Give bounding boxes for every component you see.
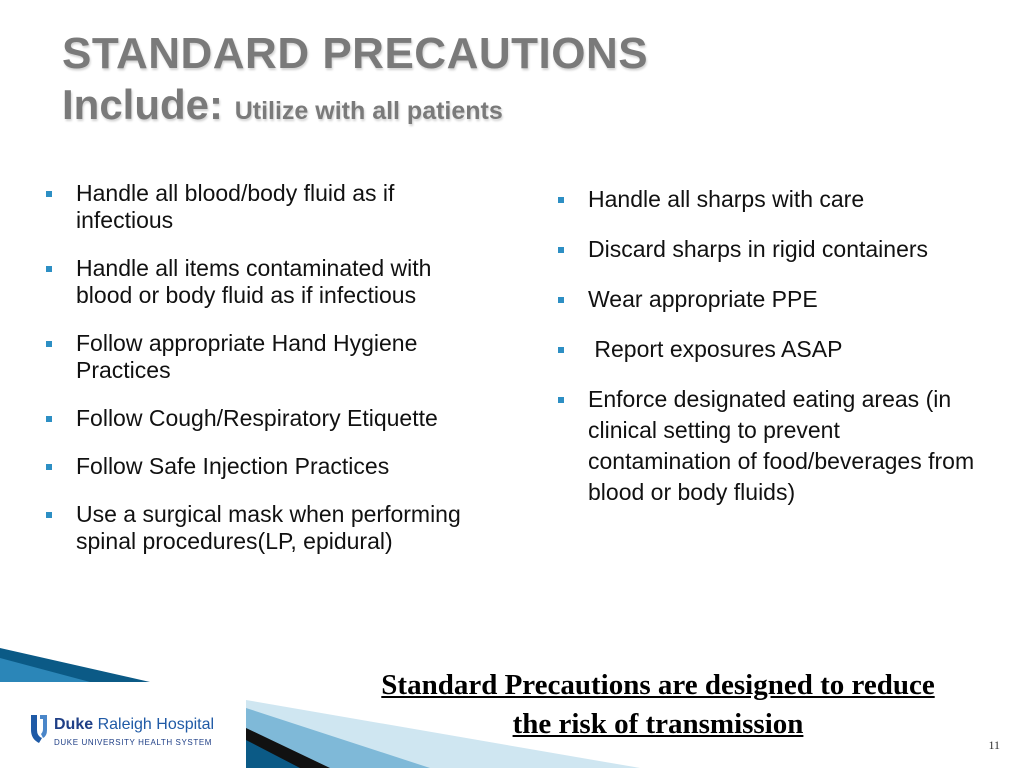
- bullet-icon: [558, 247, 564, 253]
- bullet-icon: [46, 512, 52, 518]
- list-item-text: Follow Safe Injection Practices: [76, 453, 390, 479]
- list-item-text: Follow appropriate Hand Hygiene Practices: [76, 330, 418, 383]
- list-item: [556, 284, 976, 315]
- bullet-icon: [46, 341, 52, 347]
- list-item-text: Follow Cough/Respiratory Etiquette: [76, 405, 438, 431]
- bullet-icon: [46, 464, 52, 470]
- duke-shield-icon: [30, 714, 48, 744]
- list-item: [44, 453, 484, 480]
- list-item-text: Report exposures ASAP: [588, 336, 843, 362]
- logo-name-rest: Raleigh Hospital: [93, 716, 215, 733]
- footer-note-line-2: the risk of transmission: [512, 708, 804, 740]
- title-line-1: STANDARD PRECAUTIONS: [62, 29, 649, 78]
- list-item: [556, 384, 976, 508]
- slide-title: [62, 28, 648, 136]
- logo-name: [54, 715, 214, 735]
- title-subtitle: Utilize with all patients: [234, 97, 503, 125]
- bullet-icon: [46, 266, 52, 272]
- footer-note-line-1: Standard Precautions are designed to reduce: [381, 669, 935, 701]
- left-bullet-list: [44, 180, 484, 576]
- list-item-text: Discard sharps in rigid containers: [588, 236, 929, 262]
- bullet-icon: [558, 297, 564, 303]
- list-item-text: Use a surgical mask when performing spinal procedures(LP, epidural): [76, 501, 461, 554]
- title-line-2: [62, 80, 648, 136]
- list-item: [44, 501, 484, 555]
- list-item-text: Handle all blood/body fluid as if infectious: [76, 180, 395, 233]
- list-item: [44, 180, 484, 234]
- bullet-icon: [46, 416, 52, 422]
- footer-note: [312, 666, 1004, 744]
- bullet-icon: [558, 347, 564, 353]
- logo-name-bold: Duke: [54, 716, 94, 733]
- page-number: 11: [988, 738, 1000, 752]
- list-item-text: Enforce designated eating areas (in clinical setting to prevent contamination of food/beverages from blood or body fluids): [588, 386, 975, 505]
- list-item: [44, 330, 484, 384]
- list-item: [556, 334, 976, 365]
- list-item-text: Wear appropriate PPE: [588, 286, 818, 312]
- bullet-icon: [46, 191, 52, 197]
- list-item-text: Handle all items contaminated with blood or body fluid as if infectious: [76, 255, 432, 308]
- bullet-icon: [558, 397, 564, 403]
- bullet-icon: [558, 197, 564, 203]
- right-bullet-list: [556, 184, 976, 527]
- list-item-text: Handle all sharps with care: [588, 186, 865, 212]
- title-include: Include:: [62, 81, 224, 128]
- logo-subtitle: DUKE UNIVERSITY HEALTH SYSTEM: [54, 738, 213, 747]
- list-item: [44, 405, 484, 432]
- hospital-logo: [30, 712, 230, 752]
- list-item: [44, 255, 484, 309]
- list-item: [556, 234, 976, 265]
- list-item: [556, 184, 976, 215]
